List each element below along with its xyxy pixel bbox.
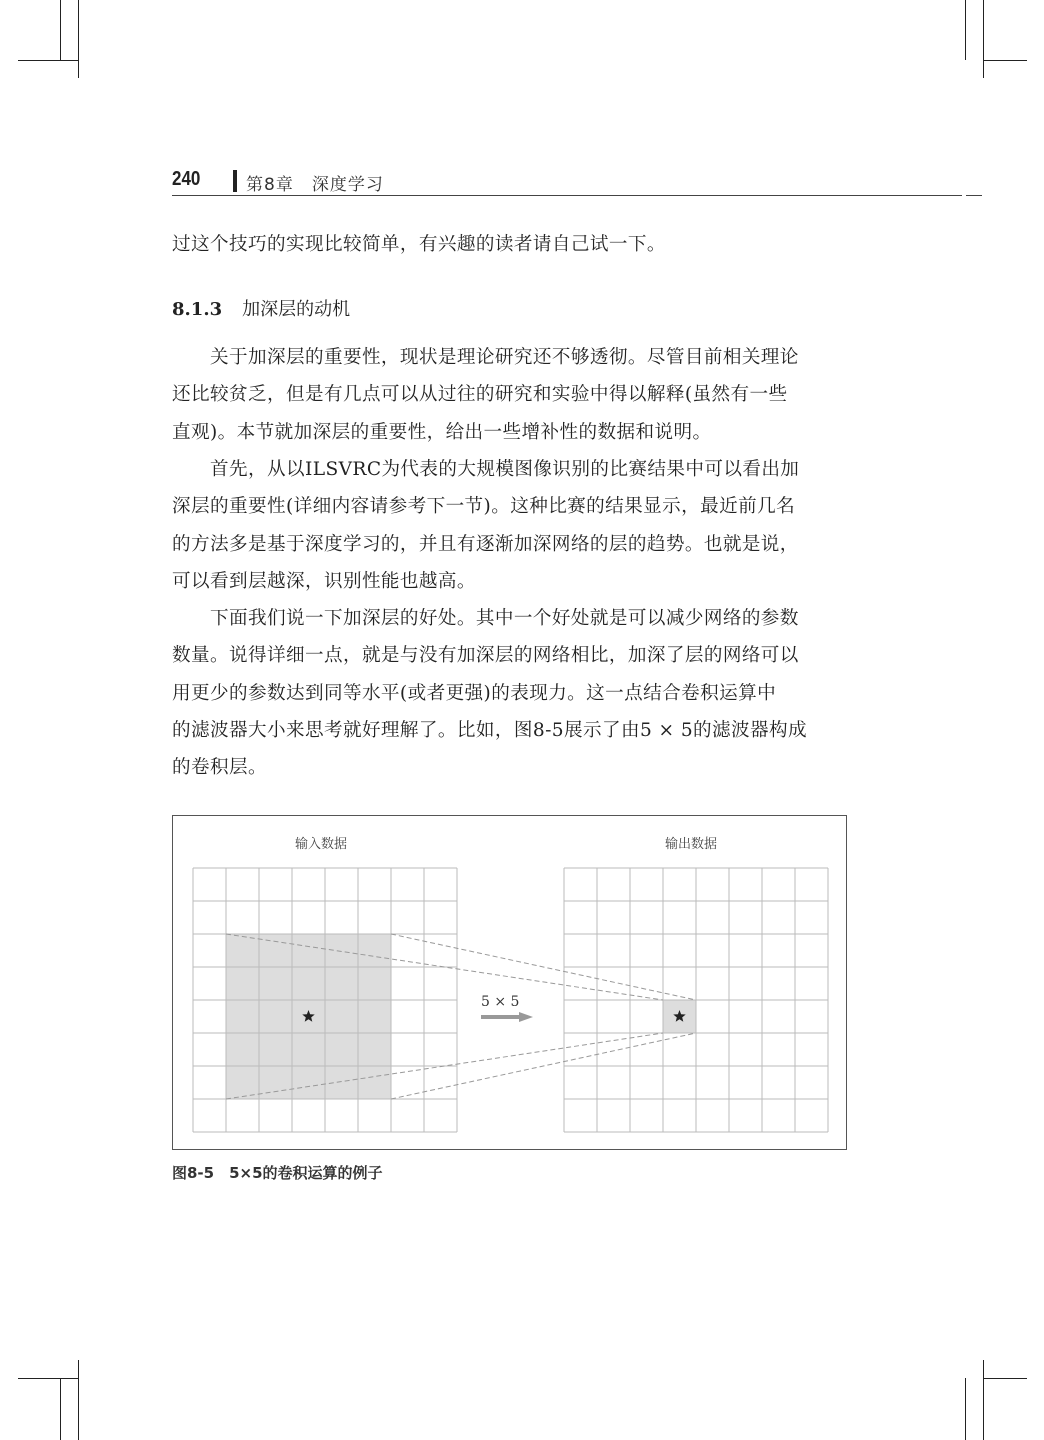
arrow-icon (519, 1012, 533, 1022)
chapter-title: 第8章 深度学习 (246, 175, 384, 195)
section-heading (172, 295, 350, 321)
crop-mark (60, 1378, 61, 1440)
text-line: 数量。说得详细一点，就是与没有加深层的网络相比，加深了层的网络可以 (172, 645, 799, 667)
text-line: 用更少的参数达到同等水平(或者更强)的表现力。这一点结合卷积运算中 (172, 682, 777, 704)
crop-mark (18, 60, 78, 61)
section-number: 8.1.3 (172, 299, 223, 320)
crop-mark (983, 0, 984, 78)
convolution-diagram (173, 816, 848, 1151)
section-title: 加深层的动机 (242, 299, 351, 320)
text-line: 首先，从以ILSVRC为代表的大规模图像识别的比赛结果中可以看出加 (172, 458, 800, 480)
crop-mark (983, 60, 1027, 61)
text-line: 还比较贫乏，但是有几点可以从过往的研究和实验中得以解释(虽然有一些 (172, 384, 788, 406)
page-number: 240 (172, 168, 201, 190)
output-label: 输出数据 (665, 837, 718, 852)
text-line: 关于加深层的重要性，现状是理论研究还不够透彻。尽管目前相关理论 (172, 347, 799, 368)
header-divider (233, 170, 237, 192)
crop-mark (983, 1360, 984, 1440)
figure-8-5 (172, 815, 847, 1150)
text-line: 的方法多是基于深度学习的，并且有逐渐加深网络的层的趋势。也就是说， (172, 533, 799, 555)
crop-mark (78, 1360, 79, 1440)
input-label: 输入数据 (295, 837, 348, 852)
crop-mark (983, 1378, 1027, 1379)
crop-mark (18, 1378, 78, 1379)
header-rule (172, 195, 962, 196)
figure-caption: 图8-5 5×5的卷积运算的例子 (172, 1164, 383, 1182)
filter-size-label: 5 × 5 (481, 994, 520, 1010)
text-line: 的卷积层。 (172, 757, 267, 779)
text-line: 可以看到层越深，识别性能也越高。 (172, 570, 476, 592)
crop-mark (965, 1378, 966, 1440)
text-line: 的滤波器大小来思考就好理解了。比如，图8-5展示了由5 × 5的滤波器构成 (172, 720, 808, 741)
intro-line: 过这个技巧的实现比较简单，有兴趣的读者请自己试一下。 (172, 234, 666, 255)
text-line: 下面我们说一下加深层的好处。其中一个好处就是可以减少网络的参数 (172, 608, 799, 630)
crop-mark (60, 0, 61, 60)
arrow-shaft (481, 1015, 521, 1019)
crop-mark (78, 0, 79, 78)
text-line: 深层的重要性(详细内容请参考下一节)。这种比赛的结果显示，最近前几名 (172, 496, 796, 518)
text-line: 直观)。本节就加深层的重要性，给出一些增补性的数据和说明。 (172, 421, 712, 443)
crop-mark (965, 0, 966, 60)
header-rule (966, 195, 982, 196)
